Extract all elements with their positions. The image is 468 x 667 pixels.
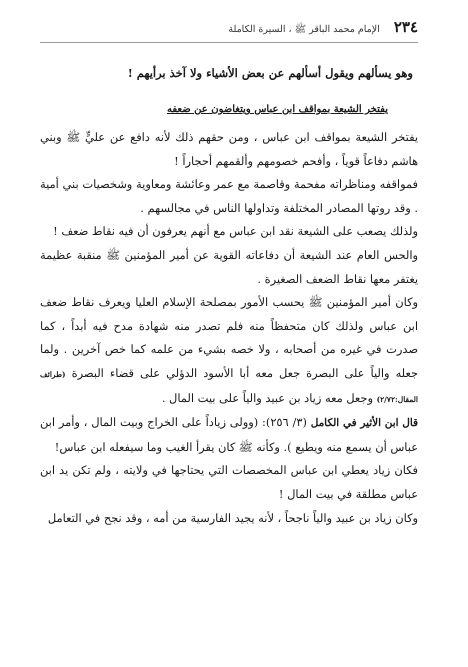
- citation-note: (طرائف المقال:٢/٧٢): [40, 369, 418, 404]
- paragraph-text: (٣/ ٢٥٦): (وولى زياداً على الخراج وبيت المال ، وأمر ابن عباس أن يسمع منه ويطيع ). وكأنه ﷺ كان يقرأ الغيب وما سيفعله ابن عباس!: [40, 415, 418, 454]
- running-title: الإمام محمد الباقر ﷺ ، السيرة الكاملة: [228, 24, 380, 35]
- paragraph-text: وجعل معه زياد بن عبيد والياً على بيت المال .: [161, 390, 373, 405]
- intro-line: وهو يسألهم ويقول أسألهم عن بعض الأشياء ولا آخذ برأيهم !: [127, 66, 413, 80]
- quote-source: قال ابن الأثير في الكامل: [310, 417, 418, 430]
- paragraph: فكان زياد يعطي ابن عباس المخصصات التي يحتاجها في ولايته ، ولم تكن يد ابن عباس مطلقة في بيت المال !: [40, 463, 418, 501]
- paragraph: فمواقفه ومناظراته مفحمة وقاصمة مع عمر وعائشة ومعاوية وشخصيات بني أمية . وقد روتها المصادر المختلفة وتداولها الناس في مجالسهم .: [40, 177, 418, 215]
- paragraph-text: وكان أمير المؤمنين ﷺ يحسب الأمور بمصلحة الإسلام العليا ويعرف نقاط ضعف ابن عباس ولذلك كان متحفظاً منه فلم تصدر منه شهادة مدح فيه أبداً ، كما صدرت في غيره من أصحابه ، ولا خصه بشيء من علمه كما خص آخرين . ولما جعله والياً على البصرة جعل معه أبا الأسود الدؤلي على قضاء البصرة: [40, 295, 418, 380]
- page-header: [40, 18, 418, 37]
- paragraph: ولذلك يصعب على الشيعة نقد ابن عباس مع أنهم يعرفون أن فيه نقاط ضعف !: [53, 224, 418, 239]
- header-divider: [40, 42, 418, 43]
- section-heading: يفتخر الشيعة بمواقف ابن عباس ويتغاضون عن ضعفه: [166, 104, 388, 115]
- paragraph: [40, 291, 418, 411]
- paragraph: يفتخر الشيعة بمواقف ابن عباس ، ومن حقهم ذلك لأنه دافع عن عليٍّ ﷺ وبني هاشم دفاعاً قوياً ، وأفحم خصومهم وألقمهم أحجاراً !: [40, 130, 418, 168]
- paragraph: وكان زياد بن عبيد والياً ناجحاً ، لأنه يجيد الفارسية من أمه ، وقد نجح في التعامل: [47, 510, 418, 525]
- paragraph: والحس العام عند الشيعة أن دفاعاته القوية عن أمير المؤمنين ﷺ منقبة عظيمة يغتفر معها نقاط الضعف الصغيرة .: [40, 247, 418, 286]
- paragraph: [40, 411, 418, 459]
- body-text: [40, 126, 418, 530]
- page-number: ٢٣٤: [393, 18, 418, 36]
